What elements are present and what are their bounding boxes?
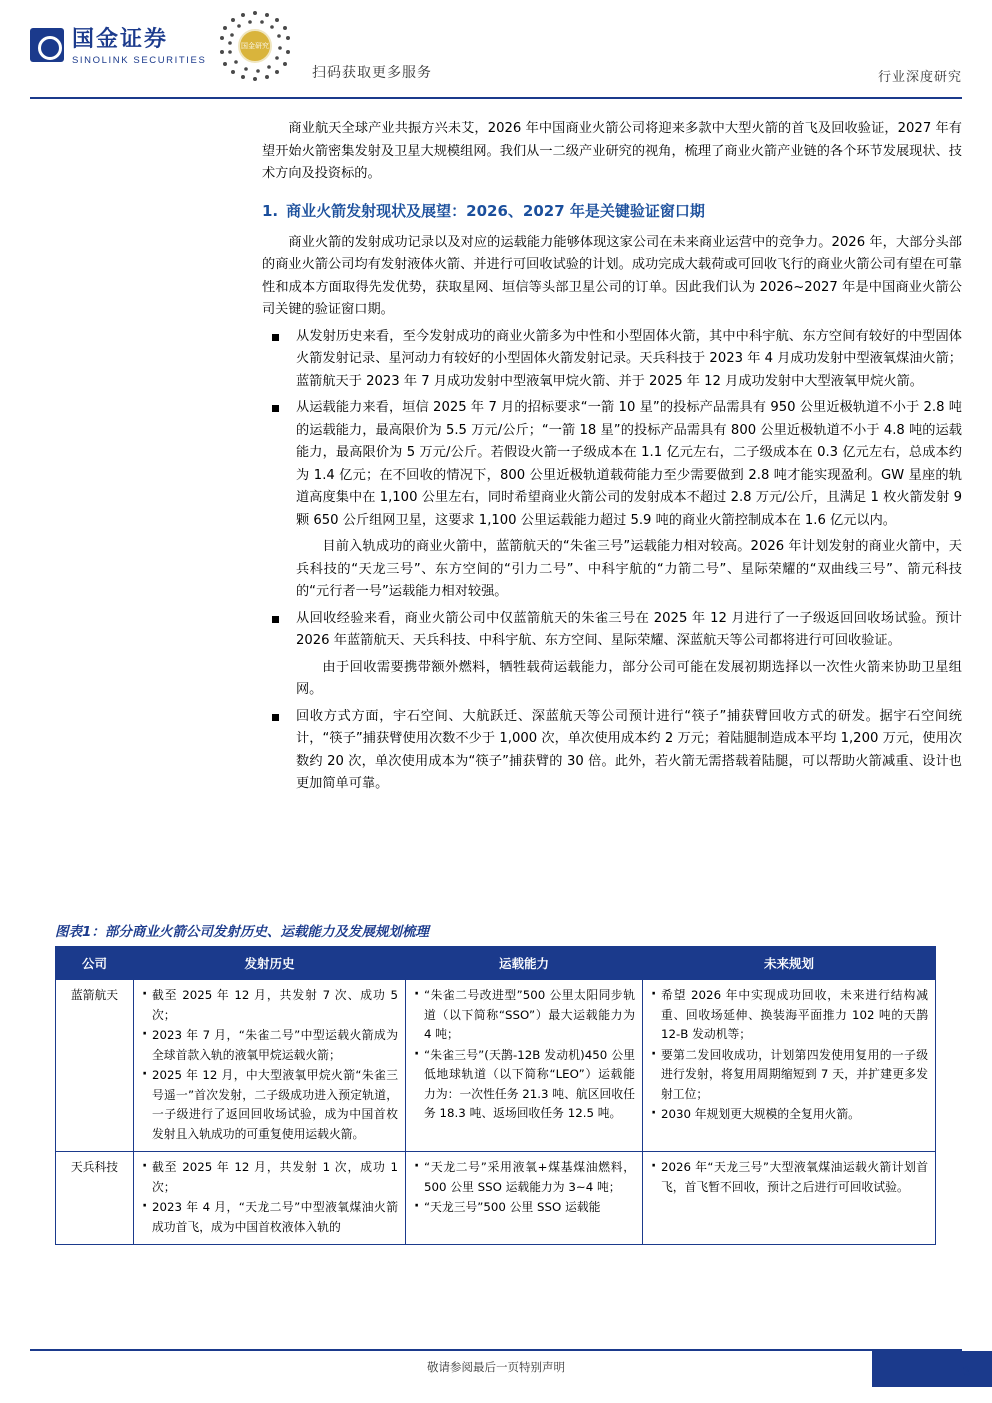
- section-number: 1.: [262, 201, 279, 220]
- list-item: 从发射历史来看，至今发射成功的商业火箭多为中性和小型固体火箭，其中中科宇航、东方空间有较好的中型固体火箭发射记录、星河动力有较好的小型固体火箭发射记录。天兵科技于 2023 年 4 月成功发射中型液氧煤油火箭；蓝箭航天于 2023 年 7 月成功发射中型液氧甲烷火箭、并于 2025 年 12 月成功发射中大型液氧甲烷火箭。: [262, 326, 962, 394]
- scan-prompt: 扫码获取更多服务: [312, 65, 432, 81]
- list-item: · 2025 年 12 月，中大型液氧甲烷火箭“朱雀三号遥一”首次发射，二子级成功进入预定轨道，一子级进行了返回回收场试验，成为中国首枚发射且入轨成功的可重复使用运载火箭。: [141, 1066, 398, 1144]
- page-header: [0, 0, 992, 100]
- document-body: [262, 118, 962, 800]
- list-item: · 2023 年 7 月，“朱雀二号”中型运载火箭成为全球首款入轨的液氧甲烷运载火箭；: [141, 1026, 398, 1065]
- section-heading: [262, 198, 962, 224]
- table-caption: 图表1：部分商业火箭公司发射历史、运载能力及发展规划梳理: [55, 924, 429, 940]
- cell-plan: [643, 1152, 936, 1245]
- list-item: · 截至 2025 年 12 月，共发射 1 次，成功 1 次；: [141, 1158, 398, 1197]
- sub-paragraph-1: 目前入轨成功的商业火箭中，蓝箭航天的“朱雀三号”运载能力相对较高。2026 年计划发射的商业火箭中，天兵科技的“天龙三号”、东方空间的“引力二号”、中科宇航的“力箭二号”、星际荣耀的“双曲线三号”、箭元科技的“元行者一号”运载能力相对较强。: [296, 539, 962, 599]
- column-header-history: 发射历史: [134, 947, 406, 980]
- list-item: · “天龙二号”采用液氧+煤基煤油燃料，500 公里 SSO 运载能力为 3~4 吨；: [413, 1158, 635, 1197]
- cell-capacity: [406, 980, 643, 1152]
- table-row: [56, 1152, 936, 1245]
- intro-paragraph: 商业航天全球产业共振方兴未艾，2026 年中国商业火箭公司将迎来多款中大型火箭的首飞及回收验证，2027 年有望开始火箭密集发射及卫星大规模组网。我们从一二级产业研究的视角，梳理了商业火箭产业链的各个环节发展现状、技术方向及投资标的。: [262, 121, 962, 181]
- brand-name-en: SINOLINK SECURITIES: [72, 55, 207, 66]
- list-item: · 要第二发回收成功，计划第四发使用复用的一子级进行发射，将复用周期缩短到 7 天，并扩建更多发射工位；: [650, 1046, 928, 1105]
- list-item: 回收方式方面，宇石空间、大航跃迁、深蓝航天等公司预计进行“筷子”捕获臂回收方式的研发。据宇石空间统计，“筷子”捕获臂使用次数不少于 1,000 次，单次使用成本约 2 万元；着陆腿制造成本平均 1,200 万元，使用次数约 20 次，单次使用成本为“筷子”捕获臂的 30 倍。此外，若火箭无需搭载着陆腿，可以帮助火箭减重、设计也更加简单可靠。: [262, 706, 962, 796]
- list-item: · 2023 年 4 月，“天龙二号”中型液氧煤油火箭成功首飞，成为中国首枚液体入轨的: [141, 1198, 398, 1237]
- sinolink-logo-icon: [30, 28, 64, 62]
- list-item: · 2030 年规划更大规模的全复用火箭。: [650, 1105, 928, 1125]
- brand-logo: [30, 28, 206, 66]
- qr-code-badge[interactable]: [208, 8, 302, 84]
- list-item: · 2026 年“天龙三号”大型液氧煤油运载火箭计划首飞，首飞暂不回收，预计之后进行可回收试验。: [650, 1158, 928, 1197]
- cell-company: 天兵科技: [56, 1152, 134, 1245]
- brand-name-cn: 国金证券: [72, 27, 169, 52]
- table-header-row: [56, 947, 936, 980]
- section-lead-paragraph: 商业火箭的发射成功记录以及对应的运载能力能够体现这家公司在未来商业运营中的竞争力。2026 年，大部分头部的商业火箭公司均有发射液体火箭、并进行可回收试验的计划。成功完成大载荷或可回收飞行的商业火箭公司有望在可靠性和成本方面取得先发优势，获取星网、垣信等头部卫星公司的订单。因此我们认为 2026~2027 年是中国商业火箭公司关键的验证窗口期。: [262, 234, 962, 317]
- cell-capacity: [406, 1152, 643, 1245]
- cell-history: [134, 980, 406, 1152]
- bullet-list-2: [262, 608, 962, 653]
- qr-center-label: 国金研究: [238, 29, 272, 63]
- list-item: · 截至 2025 年 12 月，共发射 7 次、成功 5 次；: [141, 986, 398, 1025]
- list-item: · “朱雀三号”(天鹊-12B 发动机)450 公里低地球轨道（以下简称“LEO”）运载能力为：一次性任务 21.3 吨、航区回收任务 18.3 吨、返场回收任务 12.5 吨。: [413, 1046, 635, 1124]
- column-header-company: 公司: [56, 947, 134, 980]
- table-row: [56, 980, 936, 1152]
- bullet-list-3: [262, 706, 962, 796]
- header-divider: [30, 97, 962, 99]
- exhibit-table-block: [55, 920, 935, 1245]
- sub-paragraph-2: 由于回收需要携带额外燃料，牺牲载荷运载能力，部分公司可能在发展初期选择以一次性火箭来协助卫星组网。: [296, 659, 962, 697]
- footer-divider: [30, 1349, 962, 1351]
- cell-history: [134, 1152, 406, 1245]
- section-title: 商业火箭发射现状及展望：2026、2027 年是关键验证窗口期: [286, 201, 705, 220]
- report-type-label: 行业深度研究: [877, 70, 962, 85]
- column-header-capacity: 运载能力: [406, 947, 643, 980]
- page-number: 3: [962, 1363, 970, 1379]
- column-header-plan: 未来规划: [643, 947, 936, 980]
- list-item: 从运载能力来看，垣信 2025 年 7 月的招标要求“一箭 10 星”的投标产品需具有 950 公里近极轨道不小于 2.8 吨的运载能力，最高限价为 5.5 万元/公斤；“一箭 18 星”的投标产品需具有 800 公里近极轨道不小于 4.8 吨的运载能力，最高限价为 5 万元/公斤。若假设火箭一子级成本在 1.1 亿元左右，二子级成本在 0.3 亿元左右，总成本约为 1.4 亿元；在不回收的情况下，800 公里近极轨道载荷能力至少需要做到 2.8 吨才能实现盈利。GW 星座的轨道高度集中在 1,100 公里左右，同时希望商业火箭公司的发射成本不超过 2.8 万元/公斤，且满足 1 枚火箭发射 9 颗 650 公斤组网卫星，这要求 1,100 公里运载能力超过 5.9 吨的商业火箭控制成本在 1.6 亿元以内。: [262, 397, 962, 532]
- footer-disclaimer: 敬请参阅最后一页特别声明: [427, 1360, 565, 1374]
- list-item: · “天龙三号”500 公里 SSO 运载能: [413, 1198, 635, 1218]
- cell-plan: [643, 980, 936, 1152]
- cell-company: 蓝箭航天: [56, 980, 134, 1152]
- rocket-company-table: [55, 946, 936, 1245]
- list-item: 从回收经验来看，商业火箭公司中仅蓝箭航天的朱雀三号在 2025 年 12 月进行了一子级返回回收场试验。预计 2026 年蓝箭航天、天兵科技、中科宇航、东方空间、星际荣耀、深蓝航天等公司都将进行可回收验证。: [262, 608, 962, 653]
- list-item: · “朱雀二号改进型”500 公里太阳同步轨道（以下简称“SSO”）最大运载能力为 4 吨；: [413, 986, 635, 1045]
- list-item: · 希望 2026 年中实现成功回收，未来进行结构减重、回收场延伸、换装海平面推力 102 吨的天鹊 12-B 发动机等；: [650, 986, 928, 1045]
- bullet-list: [262, 326, 962, 533]
